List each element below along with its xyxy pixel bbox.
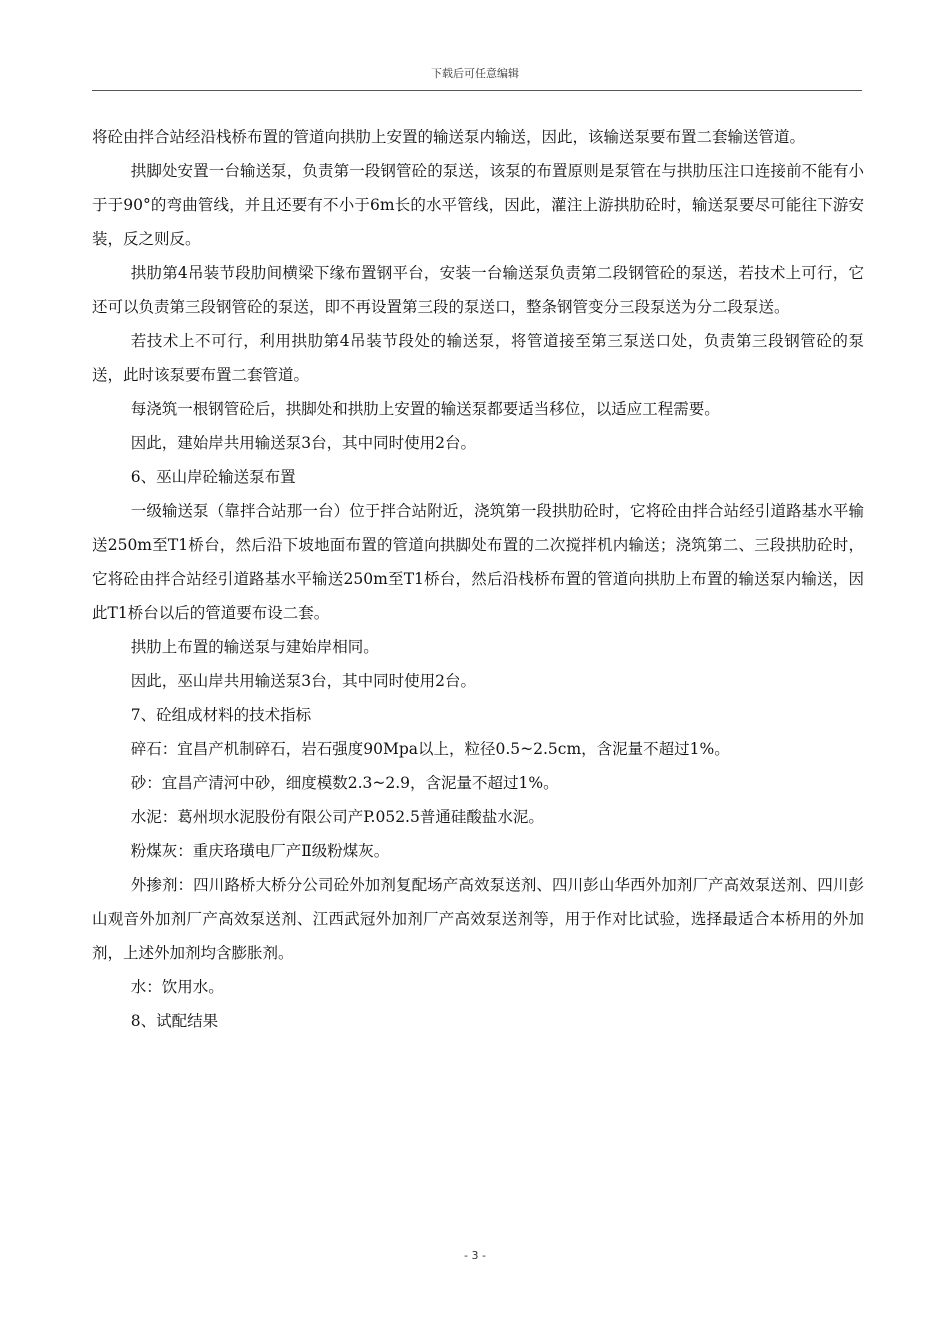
page-header: 下载后可任意编辑 (431, 67, 519, 80)
paragraph: 砂：宜昌产清河中砂，细度模数2.3~2.9，含泥量不超过1%。 (130, 774, 559, 792)
paragraph: 因此，巫山岸共用输送泵3台，其中同时使用2台。 (130, 672, 476, 690)
paragraph: 因此，建始岸共用输送泵3台，其中同时使用2台。 (130, 434, 476, 452)
paragraph: 每浇筑一根钢管砼后，拱脚处和拱肋上安置的输送泵都要适当移位，以适应工程需要。 (130, 400, 720, 418)
page-number: - 3 - (464, 1249, 486, 1262)
paragraph: 外掺剂：四川路桥大桥分公司砼外加剂复配场产高效泵送剂、四川彭山华西外加剂厂产高效泵送剂、四川彭山观音外加剂厂产高效泵送剂、江西武冠外加剂厂产高效泵送剂等，用于作对比试验，选择最适合本桥用的外加剂，上述外加剂均含膨胀剂。 (92, 876, 864, 962)
paragraph: 拱脚处安置一台输送泵，负责第一段钢管砼的泵送，该泵的布置原则是泵管在与拱肋压注口连接前不能有小于于90°的弯曲管线，并且还要有不小于6m长的水平管线，因此，灌注上游拱肋砼时，输送泵要尽可能往下游安装，反之则反。 (92, 162, 864, 248)
section-heading: 6、巫山岸砼输送泵布置 (130, 468, 296, 486)
section-heading: 8、试配结果 (130, 1012, 219, 1030)
paragraph: 将砼由拌合站经沿栈桥布置的管道向拱肋上安置的输送泵内输送，因此，该输送泵要布置二套输送管道。 (92, 128, 806, 146)
document-body (92, 120, 864, 1038)
header-divider (92, 90, 862, 91)
section-heading: 7、砼组成材料的技术指标 (130, 706, 312, 724)
paragraph: 若技术上不可行，利用拱肋第4吊装节段处的输送泵，将管道接至第三泵送口处，负责第三段钢管砼的泵送，此时该泵要布置二套管道。 (92, 332, 864, 384)
paragraph: 水泥：葛州坝水泥股份有限公司产P.052.5普通硅酸盐水泥。 (130, 808, 544, 826)
paragraph: 拱肋上布置的输送泵与建始岸相同。 (130, 638, 379, 656)
paragraph: 碎石：宜昌产机制碎石，岩石强度90Mpa以上，粒径0.5~2.5cm，含泥量不超过1%。 (130, 740, 730, 758)
paragraph: 一级输送泵（靠拌合站那一台）位于拌合站附近，浇筑第一段拱肋砼时，它将砼由拌合站经引道路基水平输送250m至T1桥台，然后沿下坡地面布置的管道向拱脚处布置的二次搅拌机内输送；浇筑第二、三段拱肋砼时，它将砼由拌合站经引道路基水平输送250m至T1桥台，然后沿栈桥布置的管道向拱肋上布置的输送泵内输送，因此T1桥台以后的管道要布设二套。 (92, 502, 864, 622)
paragraph: 粉煤灰：重庆珞璜电厂产Ⅱ级粉煤灰。 (130, 842, 390, 860)
paragraph: 水：饮用水。 (130, 978, 224, 996)
paragraph: 拱肋第4吊装节段肋间横梁下缘布置钢平台，安装一台输送泵负责第二段钢管砼的泵送，若技术上可行，它还可以负责第三段钢管砼的泵送，即不再设置第三段的泵送口，整条钢管变分三段泵送为分二段泵送。 (92, 264, 864, 316)
